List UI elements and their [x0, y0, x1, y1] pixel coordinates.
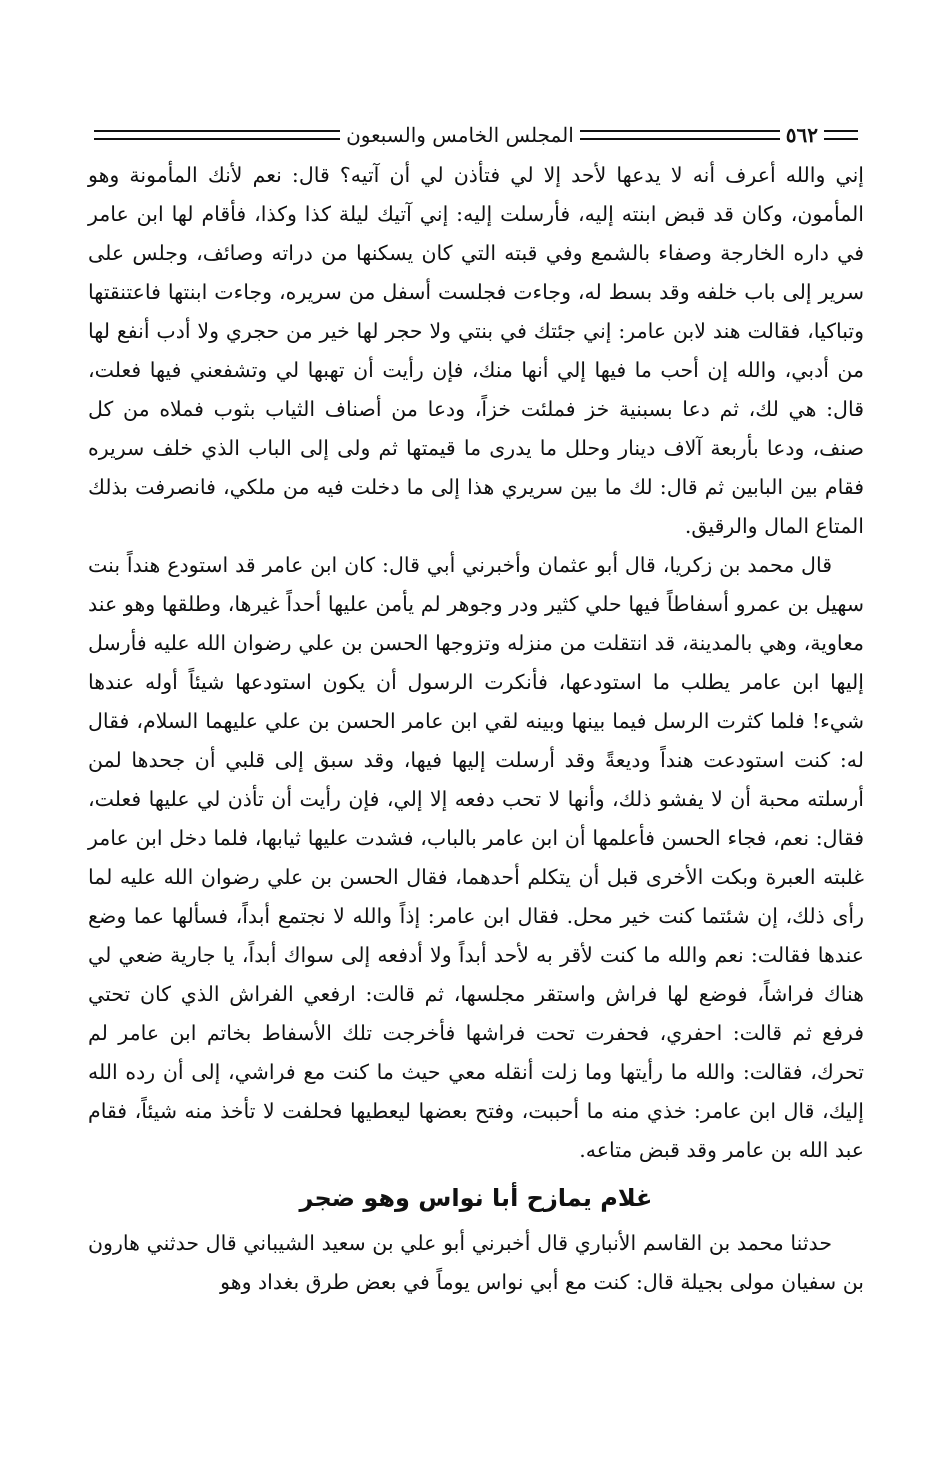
- header-title: المجلس الخامس والسبعون: [346, 123, 574, 147]
- paragraph-1: إني والله أعرف أنه لا يدعها لأحد إلا لي فتأذن لي أن آتيه؟ قال: نعم لأنك المأمونة وهو المأمون، وكان قد قبض ابنته إليه، فأرسلت إليه: إني آتيك ليلة كذا وكذا، فأقام لها ابن عامر في داره الخارجة وصفاء بالشمع وفي قبته التي كان يسكنها من دراته وصائف، وجلس على سرير إلى باب خلفه وقد بسط له، وجاءت فجلست أسفل من سريره، وجاءت ابنتها فاعتنقتها وتباكيا، فقالت هند لابن عامر: إني جئتك في بنتي ولا حجر لها خير من حجري ولا أدب أنفع لها من أدبي، والله إن أحب ما فيها إلي أنها منك، فإن رأيت أن تهبها لي وتشفعني فيها فعلت، قال: هي لك، ثم دعا بسبنية خز فملئت خزاً، ودعا من أصناف الثياب بثوب فملاه من كل صنف، ودعا بأربعة آلاف دينار وحلل ما يدرى ما قيمتها ثم ولى إلى الباب الذي خلف سريره فقام بين البابين ثم قال: لك ما بين سريري هذا إلى ما دخلت فيه من ملكي، فانصرفت بذلك المتاع المال والرقيق.: [88, 163, 864, 538]
- page-number: ٥٦٢: [785, 123, 818, 147]
- header-rule-right: [824, 130, 858, 140]
- paragraph-2: قال محمد بن زكريا، قال أبو عثمان وأخبرني أبي قال: كان ابن عامر قد استودع هنداً بنت سهيل بن عمرو أسفاطاً فيها حلي كثير ودر وجوهر لم يأمن عليها أحداً غيرها، وطلقها وهو عند معاوية، وهي بالمدينة، قد انتقلت من منزله وتزوجها الحسن بن علي رضوان الله عليه فأرسل إليها ابن عامر يطلب ما استودعها، فأنكرت الرسول أن يكون استودعها شيئاً أوله عندها شيء! فلما كثرت الرسل فيما بينها وبينه لقي ابن عامر الحسن بن علي عليهما السلام، فقال له: كنت استودعت هنداً وديعةً وقد أرسلت إليها فيها، وقد سبق إلى قلبي أن جحدها لمن أرسلته محبة أن لا يفشو ذلك، وأنها لا تحب دفعه إلا إلي، فإن رأيت أن تأذن لي عليها فعلت، فقال: نعم، فجاء الحسن فأعلمها أن ابن عامر بالباب، فشدت عليها ثيابها، فلما دخل ابن عامر غلبته العبرة وبكت الأخرى قبل أن يتكلم أحدهما، فقال الحسن بن علي رضوان الله عليه لما رأى ذلك، إن شئتما كنت خير محل. فقال ابن عامر: إذاً والله لا نجتمع أبداً، فسألها عما وضع عندها فقالت: نعم والله ما كنت لأقر به لأحد أبداً ولا أدفعه إلى سواك أبداً، يا جارية ضعي لي هناك فراشاً، فوضع لها فراش واستقر مجلسها، ثم قالت: ارفعي الفراش الذي كان تحتي فرفع ثم قالت: احفري، فحفرت تحت فراشها فأخرجت تلك الأسفاط بخاتم ابن عامر لم تحرك، فقالت: والله ما رأيتها وما زلت أنقله معي حيث ما كنت مع فراشي، إلى أن رده الله إليك، قال ابن عامر: خذي منه ما أحببت، وفتح بعضها ليعطيها فحلفت لا تأخذ منه شيئاً، فقام عبد الله بن عامر وقد قبض متاعه.: [88, 553, 864, 1162]
- section-paragraph: حدثنا محمد بن القاسم الأنباري قال أخبرني أبو علي بن سعيد الشيباني قال حدثني هارون بن سفيان مولى بجيلة قال: كنت مع أبي نواس يوماً في بعض طرق بغداد وهو: [88, 1231, 864, 1294]
- running-header: [88, 118, 864, 152]
- section-title: غلام يمازح أبا نواس وهو ضجر: [299, 1184, 653, 1212]
- book-page: [88, 118, 864, 1302]
- header-rule-left: [94, 130, 340, 140]
- header-rule-middle: [580, 130, 780, 140]
